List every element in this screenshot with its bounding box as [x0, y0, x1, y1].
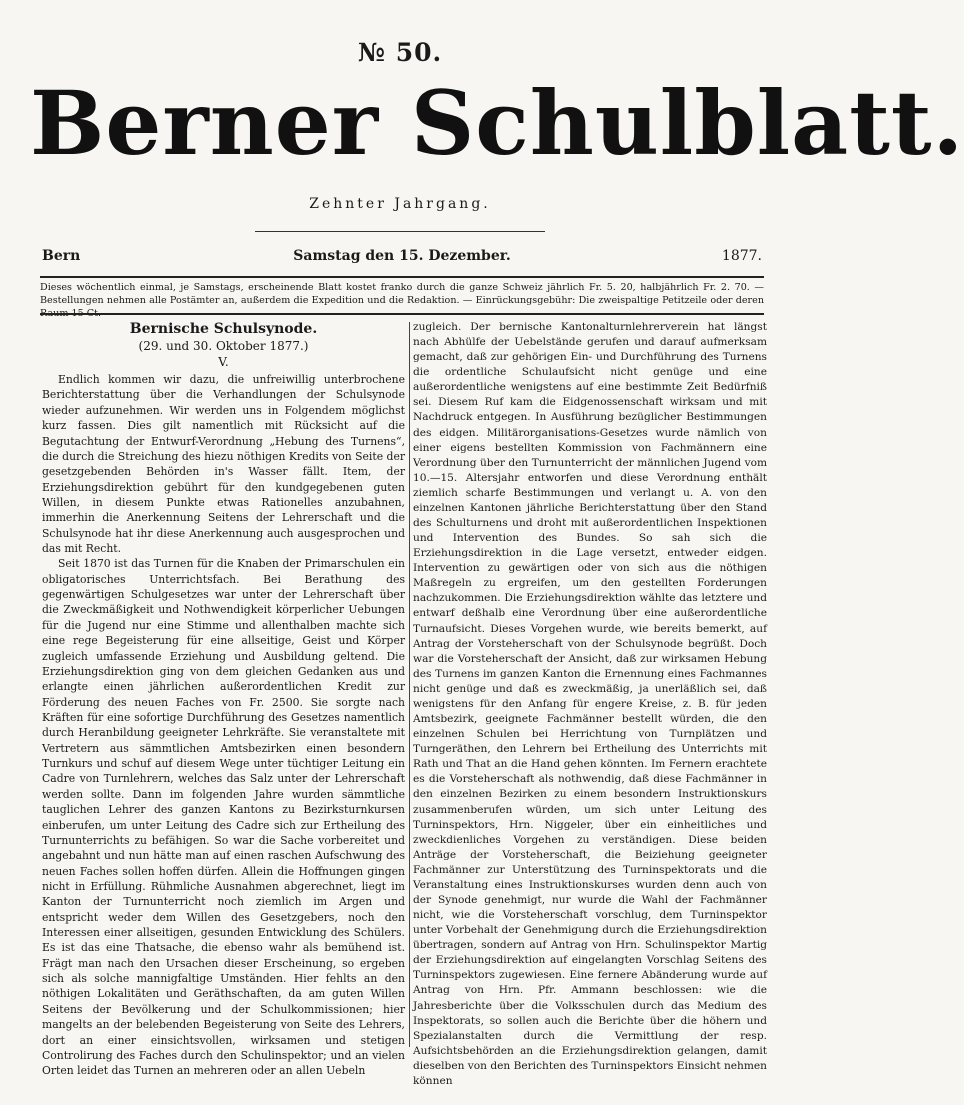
top-rule	[40, 276, 764, 278]
column-divider	[409, 322, 410, 1047]
issue-number: № 50.	[357, 38, 443, 67]
volume-subtitle: Zehnter Jahrgang.	[309, 196, 491, 212]
column-left	[42, 320, 405, 1079]
article-paragraph: Endlich kommen wir dazu, die unfreiwillig unterbrochene Berichterstattung über die Verhandlungen der Schulsynode wieder aufzunehmen. Wir werden uns in Folgendem möglichst kurz fassen. Dies gilt namentlich mit Rücksicht auf die Begutachtung der Entwurf-Verordnung „Hebung des Turnens“, die durch die Streichung des hiezu nöthigen Kredits von Seite der gesetzgebenden Behörden in's Wasser fällt. Item, der Erziehungsdirektion gebührt für den kundgegebenen guten Willen, in diesem Punkte etwas Rationelles anzubahnen, immerhin die Anerkennung Seitens der Lehrerschaft und die Schulsynode hat ihr diese Anerkennung auch ausgesprochen und das mit Recht.	[42, 373, 405, 556]
notice-rule	[40, 313, 764, 315]
place: Bern	[42, 248, 81, 264]
issue-year: 1877.	[721, 248, 762, 264]
issue-date: Samstag den 15. Dezember.	[293, 248, 511, 264]
subscription-notice: Dieses wöchentlich einmal, je Samstags, erscheinende Blatt kostet franko durch die ganze Schweiz jährlich Fr. 5. 20, halbjährlich Fr. 2. 70. — Bestellungen nehmen alle Postämter an, außerdem die Expedition und die Redaktion. — Einrückungsgebühr: Die zweispaltige Petitzeile oder deren	[40, 282, 764, 306]
article-dates: (29. und 30. Oktober 1877.)	[138, 339, 309, 354]
article-paragraph: zugleich. Der bernische Kantonalturnlehrerverein hat längst nach Abhülfe der Uebelstände gerufen und darauf aufmerksam gemacht, daß zur gehörigen Ein- und Durchführung des Turnens die ordentliche Schulaufsicht nicht genüge und eine außerordentliche wenigstens auf eine bestimmte Zeit Bedürfniß sei. Diesem Ruf kam die Eidgenossenschaft wirksam und mit Nachdruck entgegen. In Ausführung bezüglicher Bestimmungen des eidgen. Militärorganisations-Gesetzes wurde nämlich von einer eigens bestellten Kommission von Fachmännern eine Verordnung über den Turnunterricht der männlichen Jugend vom 10.—15. Altersjahr entworfen und diese Verordnung enthält ziemlich scharfe Bestimmungen und verlangt u. A. von den einzelnen Kantonen jährliche Berichterstattung über den Stand des Schulturnens und droht mit außerordentlichen Inspektionen und Intervention des Bundes. So sah sich die Erziehungsdirektion in die Lage versetzt, entweder eidgen. Intervention zu gewärtigen oder von sich aus die nöthigen Maßregeln zu ergreifen, um den gestellten Forderungen nachzukommen. Die Erziehungsdirektion wählte das letztere und entwarf deßhalb eine Verordnung über eine außerordentliche Turnaufsicht. Dieses Vorgehen wurde, wie bereits bemerkt, auf Antrag der Vorsteherschaft von der Schulsynode begrüßt. Doch war die Vorsteherschaft der Ansicht, daß zur wirksamen Hebung des Turnens im ganzen Kanton die Ernennung eines Fachmannes nicht genüge und daß es zweckmäßig, ja unerläßlich sei, daß wenigstens für den Anfang für engere Kreise, z. B. für jeden Amtsbezirk, geeignete Fachmänner bestellt würden, die den einzelnen Schulen bei Herrichtung von Turnplätzen und Turngeräthen, den Lehrern bei Ertheilung des Unterrichts mit Rath und That an die Hand gehen könnten. Im Fernern erachtete es die Vorsteherschaft als nothwendig, daß diese Fachmänner in den einzelnen Bezirken zu einem besondern Instruktionskurs zusammenberufen würden, um sich unter Leitung des Turninspektors, Hrn. Niggeler, über ein einheitliches und zweckdienliches Vorgehen zu verständigen. Diese beiden Anträge der Vorsteherschaft, die Beiziehung geeigneter Fachmänner zur Unterstützung des Turninspektorats und die Veranstaltung eines Instruktionskurses wurden denn auch von der Synode genehmigt, nur wurde die Wahl der Fachmänner nicht, wie die Vorsteherschaft vorschlug, dem Turninspektor unter Vorbehalt der Genehmigung durch die Erziehungsdirektion übertragen, sondern auf Antrag von Hrn. Schulinspektor Martig der Erziehungsdirektion auf eingelangten Vorschlag Seitens des Turninspektors zugewiesen. Eine fernere Abänderung wurde auf Antrag von Hrn. Pfr. Ammann beschlossen: wie die Jahresberichte über die Volksschulen durch das Medium des Inspektorats, so sollen auch die Berichte über die höhern und Spezialanstalten durch die Vermittlung der resp. Aufsichtsbehörden an die Erziehungsdirektion gelangen, damit dieselben von den Berichten des Turninspektors Einsicht nehmen können	[413, 321, 768, 1087]
column-right	[413, 320, 767, 1089]
dateline	[42, 248, 762, 268]
short-divider	[255, 231, 545, 232]
article-section: V.	[218, 354, 229, 369]
article-title: Bernische Schulsynode.	[129, 321, 318, 337]
masthead-title: Berner Schulblatt.	[30, 71, 964, 175]
article-paragraph: Seit 1870 ist das Turnen für die Knaben der Primarschulen ein obligatorisches Unterrichtsfach. Bei Berathung des gegenwärtigen Schulgesetzes war unter der Lehrerschaft über die Zweckmäßigkeit und Nothwendigkeit körperlicher Uebungen für die Jugend nur eine Stimme und allenthalben machte sich eine rege Begeisterung für eine allseitige, Geist und Körper zugleich umfassende Erziehung und Ausbildung geltend. Die Erziehungsdirektion ging von dem gleichen Gedanken aus und erlangte einen jährlichen außerordentlichen Kredit zur Förderung des neuen Faches von Fr. 2500. Sie sorgte nach Kräften für eine sofortige Durchführung des Gesetzes namentlich durch Heranbildung geeigneter Lehrkräfte. Sie veranstaltete mit Vertretern aus sämmtlichen Amtsbezirken einen besondern Turnkurs und schuf auf diesem Wege unter tüchtiger Leitung ein Cadre von Turnlehrern, welches das Salz unter der Lehrerschaft werden sollte. Dann im folgenden Jahre wurden sämmtliche tauglichen Lehrer des ganzen Kantons zu Bezirksturnkursen einberufen, um unter Leitung des Cadre sich zur Ertheilung des Turnunterrichts zu befähigen. So war die Sache vorbereitet und angebahnt und nun hätte man auf einen raschen Aufschwung des neuen Faches sollen hoffen dürfen. Allein die Hoffnungen gingen nicht in Erfüllung. Rühmliche Ausnahmen abgerechnet, liegt im Kanton der Turnunterricht noch ziemlich im Argen und entspricht weder dem Willen des Gesetzgebers, noch den Interessen einer allseitigen, gesunden Entwicklung des Schülers. Es ist das eine Thatsache, die ebenso wahr als bemühend ist. Frägt man nach den Ursachen dieser Erscheinung, so ergeben sich als solche mannigfaltige Umständen. Hier fehlts an den nöthigen Lokalitäten und Geräthschaften, da am guten Willen Seitens der Bevölkerung und der Schulkommissionen; hier mangelts an der belebenden Begeisterung von Seite des Lehrers, dort an einer einsichtsvollen, wirksamen und stetigen Controlirung des Faches durch den Schulinspektor; und an vielen Orten leidet das Turnen an mehreren oder an allen Uebeln	[42, 557, 405, 1078]
